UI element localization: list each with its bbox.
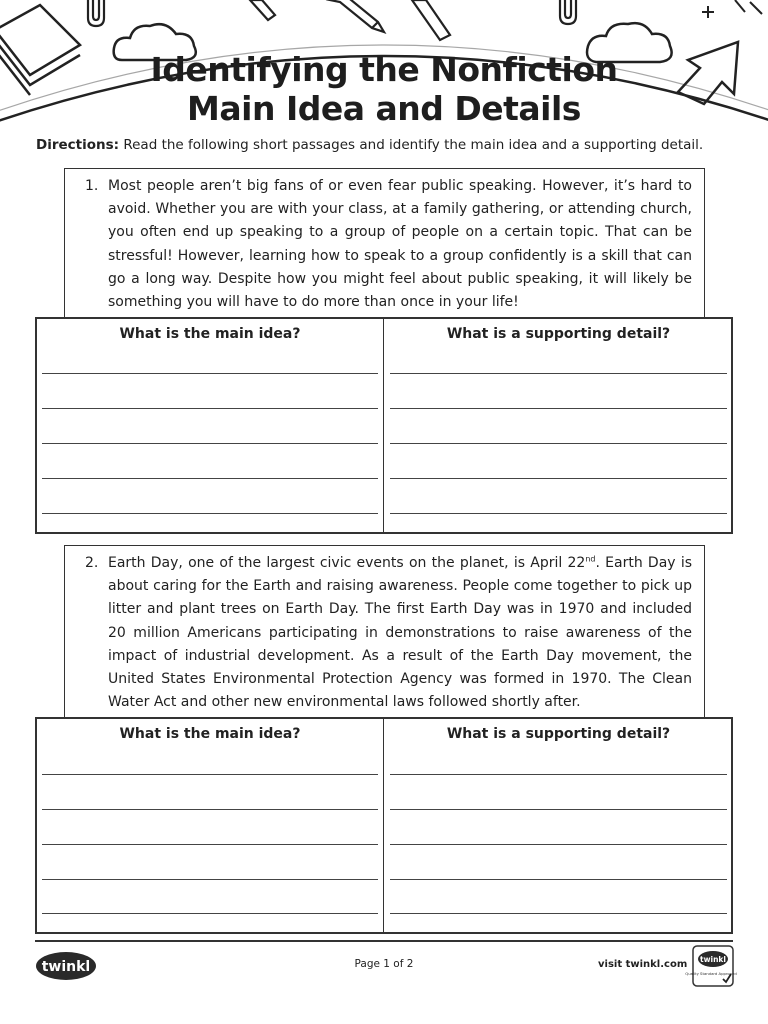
passage-text-part: Earth Day, one of the largest civic events on the planet, is April 22 bbox=[108, 555, 586, 571]
worksheet-subtitle: Main Idea and Details bbox=[187, 89, 581, 128]
answer-table bbox=[35, 717, 733, 934]
visit-link[interactable]: visit twinkl.com bbox=[598, 959, 688, 970]
answer-line[interactable] bbox=[390, 844, 727, 845]
paperclip-icon bbox=[88, 0, 104, 26]
page-number: Page 1 of 2 bbox=[354, 958, 414, 970]
answer-line[interactable] bbox=[390, 408, 727, 409]
answer-line[interactable] bbox=[42, 913, 378, 914]
answer-line[interactable] bbox=[390, 478, 727, 479]
pencil-icon bbox=[330, 0, 384, 32]
answer-line[interactable] bbox=[42, 443, 378, 444]
passage-box bbox=[64, 545, 705, 718]
passage-text: Most people aren’t big fans of or even fear public speaking. However, it’s hard to avoid. Whether you are with your class, at a family gathering, or attending church, you often end up speaking to a group of people on a certain topic. That can be stressful! However, learning how to speak to a group confidently is a skill that can go a long way. Despite how you might feel about public speaking, it will likely be something you will have to do more than once in your life! bbox=[108, 178, 692, 311]
main-idea-column bbox=[37, 719, 384, 932]
main-idea-heading: What is the main idea? bbox=[119, 726, 301, 742]
supporting-detail-heading: What is a supporting detail? bbox=[446, 726, 671, 742]
answer-line[interactable] bbox=[42, 774, 378, 775]
answer-line[interactable] bbox=[390, 513, 727, 514]
passage-number: 1. bbox=[85, 178, 99, 194]
paperclip-icon bbox=[560, 0, 576, 24]
pencil-icon bbox=[412, 0, 450, 40]
answer-line[interactable] bbox=[390, 913, 727, 914]
answer-line[interactable] bbox=[42, 809, 378, 810]
directions-text: Read the following short passages and identify the main idea and a supporting detail. bbox=[119, 137, 704, 153]
answer-line[interactable] bbox=[42, 408, 378, 409]
passage-text-part: . Earth Day is about caring for the Earth and raising awareness. People come together to pick up litter and plant trees on Earth Day. The first Earth Day was in 1970 and included 20 million Americans participating in demonstrations to raise awareness of the impact of industrial development. As a result of the Earth Day movement, the United States Environmental Protection Agency was formed in 1970. The Clean Water Act and other new environmental laws followed shortly after. bbox=[108, 555, 692, 711]
badge-text: Quality Standard Approved bbox=[685, 971, 737, 976]
footer-divider bbox=[35, 940, 733, 942]
answer-line[interactable] bbox=[42, 373, 378, 374]
supporting-detail-heading: What is a supporting detail? bbox=[446, 326, 671, 342]
passage-box bbox=[64, 168, 705, 318]
supporting-detail-column bbox=[385, 319, 732, 532]
logo-text: twinkl bbox=[41, 959, 91, 975]
answer-line[interactable] bbox=[390, 774, 727, 775]
answer-line[interactable] bbox=[390, 809, 727, 810]
main-idea-heading: What is the main idea? bbox=[119, 326, 301, 342]
passage-number: 2. bbox=[85, 555, 99, 571]
badge-logo-text: twinkl bbox=[700, 955, 726, 964]
answer-line[interactable] bbox=[390, 879, 727, 880]
worksheet-title: Identifying the Nonfiction bbox=[150, 50, 618, 89]
answer-line[interactable] bbox=[42, 478, 378, 479]
main-idea-column bbox=[37, 319, 384, 532]
answer-line[interactable] bbox=[42, 879, 378, 880]
answer-line[interactable] bbox=[42, 513, 378, 514]
ordinal-suffix: nd bbox=[585, 554, 596, 564]
pencil-icon bbox=[250, 0, 275, 20]
directions bbox=[36, 137, 746, 153]
quality-badge bbox=[685, 945, 737, 987]
passage-text bbox=[108, 552, 692, 714]
answer-table bbox=[35, 317, 733, 534]
answer-line[interactable] bbox=[42, 844, 378, 845]
sparkle-decoration bbox=[702, 0, 762, 18]
directions-label: Directions: bbox=[36, 137, 120, 153]
supporting-detail-column bbox=[385, 719, 732, 932]
answer-line[interactable] bbox=[390, 443, 727, 444]
answer-line[interactable] bbox=[390, 373, 727, 374]
